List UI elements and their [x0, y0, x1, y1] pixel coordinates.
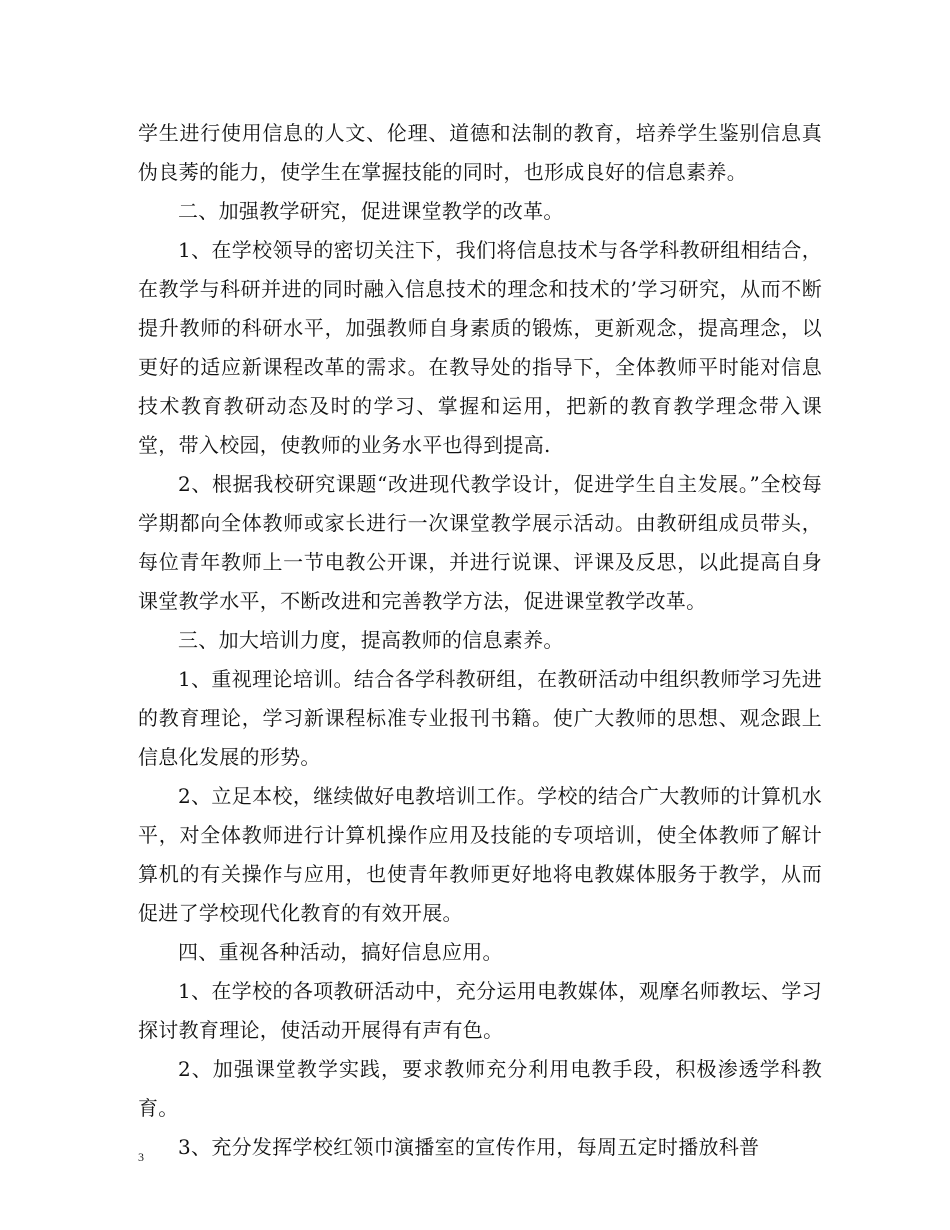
section-heading-3: 三、加大培训力度，提高教师的信息素养。 [178, 628, 564, 652]
section-heading-2: 二、加强教学研究，促进课堂教学的改革。 [178, 199, 564, 223]
paragraph-4-2: 2、加强课堂教学实践，要求教师充分利用电教手段，积极渗透学科教育。 [138, 1057, 822, 1120]
page-number: 3 [138, 1150, 144, 1164]
section-heading-4: 四、重视各种活动，搞好信息应用。 [178, 940, 503, 964]
document-body [138, 114, 822, 1167]
paragraph-3-1: 1、重视理论培训。结合各学科教研组，在教研活动中组织教师学习先进的教育理论，学习新课程标准专业报刊书籍。使广大教师的思想、观念跟上信息化发展的形势。 [138, 667, 822, 769]
paragraph-2-1: 1、在学校领导的密切关注下，我们将信息技术与各学科教研组相结合，在教学与科研并进的同时融入信息技术的理念和技术的’学习研究，从而不断提升教师的科研水平，加强教师自身素质的锻炼，更新观念，提高理念，以更好的适应新课程改革的需求。在教导处的指导下，全体教师平时能对信息技术教育教研动态及时的学习、掌握和运用，把新的教育教学理念带入课堂，带入校园，使教师的业务水平也得到提高. [138, 238, 822, 457]
paragraph-2-2: 2、根据我校研究课题“改进现代教学设计，促进学生自主发展。”全校每学期都向全体教师或家长进行一次课堂教学展示活动。由教研组成员带头，每位青年教师上一节电教公开课，并进行说课、评课及反思，以此提高自身课堂教学水平，不断改进和完善教学方法，促进课堂教学改革。 [138, 472, 822, 613]
paragraph-4-3: 3、充分发挥学校红领巾演播室的宣传作用，每周五定时播放科普 [178, 1135, 760, 1159]
paragraph-4-1: 1、在学校的各项教研活动中，充分运用电教媒体，观摩名师教坛、学习探讨教育理论，使活动开展得有声有色。 [138, 979, 822, 1042]
paragraph-continuation: 学生进行使用信息的人文、伦理、道德和法制的教育，培养学生鉴别信息真伪良莠的能力，使学生在掌握技能的同时，也形成良好的信息素养。 [138, 121, 822, 184]
paragraph-3-2: 2、立足本校，继续做好电教培训工作。学校的结合广大教师的计算机水平，对全体教师进行计算机操作应用及技能的专项培训，使全体教师了解计算机的有关操作与应用，也使青年教师更好地将电教媒体服务于教学，从而促进了学校现代化教育的有效开展。 [138, 784, 822, 925]
